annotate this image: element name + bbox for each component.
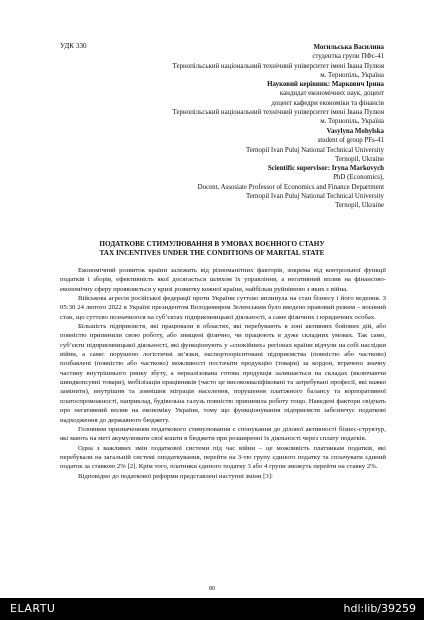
paragraph: Більшість підприємств, які працювали в областях, які перебувають в зоні активних бойових дій, або повністю припинили свою роботу, або знищені фізично, чи працюють в дуже складних умовах. Так само, суб’єкти підприємницької діяльності, які функціонують у «спокійних» регіонах країни відчули на собі наслідки війни, а саме: порушено логістичні зв’язки, експортоорієнтовані підприємства (повністю або частково) позбавлені (повністю або частково) можливості постачати продукцію (товари) за кордон, втрачено значну частину внутрішнього ринку збуту, а нереалізована готова продукція залишається на складах (включаючи швидкопсувні товари), мобілізація працівників (часто це висококваліфіковані та затребувані професії, які важко замінити), внутрішня та зовнішня міграція населення, порушення платіжного балансу та корпоративної платоспроможності, наприклад, будівельна галузь повністю припинила роботу тощо. Наведені фактори свідчать про негативний вплив на економіку України, тому що функціонування підприємств забезпечує податкові надходження до державного бюджету. — [60, 323, 386, 424]
author-university-en: Ternopil Ivan Puluj National Technical University — [245, 146, 384, 154]
page-number: 80 — [209, 586, 215, 592]
supervisor-position: доцент кафедри економіки та фінансів — [271, 99, 384, 107]
author-block-ua — [64, 43, 384, 80]
supervisor-city-en: Ternopil, Ukraine — [335, 202, 384, 210]
author-group-en: student of group PFs-41 — [317, 137, 384, 145]
author-university: Тернопільський національний технічний університет імені Івана Пулюя — [172, 62, 384, 70]
author-name-en: Vasylyna Mohylska — [326, 128, 384, 135]
repository-footer — [0, 598, 424, 620]
author-name: Могильська Василина — [313, 44, 384, 51]
supervisor-name: Науковий керівник: Маркович Ірина — [267, 81, 384, 88]
supervisor-degree-en: PhD (Economics), — [333, 174, 384, 182]
supervisor-position-en: Docent, Assosiate Professor of Economics and Finance Department — [197, 183, 384, 191]
author-city: м. Тернопіль, Україна — [320, 71, 384, 79]
supervisor-block-ua — [64, 80, 384, 126]
article-title-en: TAX INCENTIVES UNDER THE CONDITIONS OF MARITAL STATE — [99, 249, 325, 257]
supervisor-city: м. Тернопіль, Україна — [320, 118, 384, 126]
paragraph: Економічний розвиток країни залежить від різноманітних факторів, зокрема від контрольної функції податків і зборів, ефективність якої досягається шляхом їх управління, а негативний вплив на фінансово-економічну сферу проявляється у кризі розвитку кожної країни, найбільш руйнівною з яких є війна. — [60, 267, 386, 293]
supervisor-degree: кандидат економічних наук, доцент — [279, 90, 384, 98]
supervisor-block-en — [64, 164, 384, 210]
article-title-ua: ПОДАТКОВЕ СТИМУЛЮВАННЯ В УМОВАХ ВОЄННОГО СТАНУ — [99, 240, 325, 248]
paragraph: Відповідно до податкової реформи представлені наступні зміни [3]: — [78, 472, 273, 480]
author-block-en — [64, 127, 384, 164]
udk-code: УДК 330 — [60, 42, 87, 50]
supervisor-name-en: Scientific supervisor: Iryna Markovych — [267, 165, 384, 172]
paragraph: Військова агресія російської федерації проти України суттєво вплинула на стан бізнесу і його ведення. З 05:30 24 лютого 2022 в Україні президентом Володимиром Зеленським було введено правовий режим – воєнний стан, що суттєво позначилося на суб’єктах підприємницької діяльності, а саме фізичних і юридичних особах. — [60, 295, 386, 321]
handle-link[interactable]: hdl:lib/39259 — [343, 602, 416, 615]
article-body — [60, 266, 386, 481]
repository-name: ELARTU — [10, 602, 56, 615]
paragraph: Одна з важливих змін податкової системи під час війни – це можливість платникам податків, які перебували на загальній системі оподаткування, перейти на 3-тю групу єдиного податку та сплачувати єдиний податок за ставкою 2% [2]. Крім того, платники єдиного податку 3 або 4 групи зможуть перейти на ставку 2%. — [60, 444, 386, 471]
supervisor-university: Тернопільський національний технічний університет імені Івана Пулюя — [172, 108, 384, 116]
supervisor-university-en: Ternopil Ivan Puluj National Technical University — [245, 192, 384, 200]
paragraph: Головним призначенням податкового стимулювання є спонукання до ділової активності бізнес-структур, які мають на меті акумулювати свої кошти в бюджети при розширенні їх діяльності через сплату податків. — [60, 425, 386, 443]
author-group: студентка групи ПФс-41 — [312, 53, 384, 61]
author-city-en: Ternopil, Ukraine — [335, 155, 384, 163]
